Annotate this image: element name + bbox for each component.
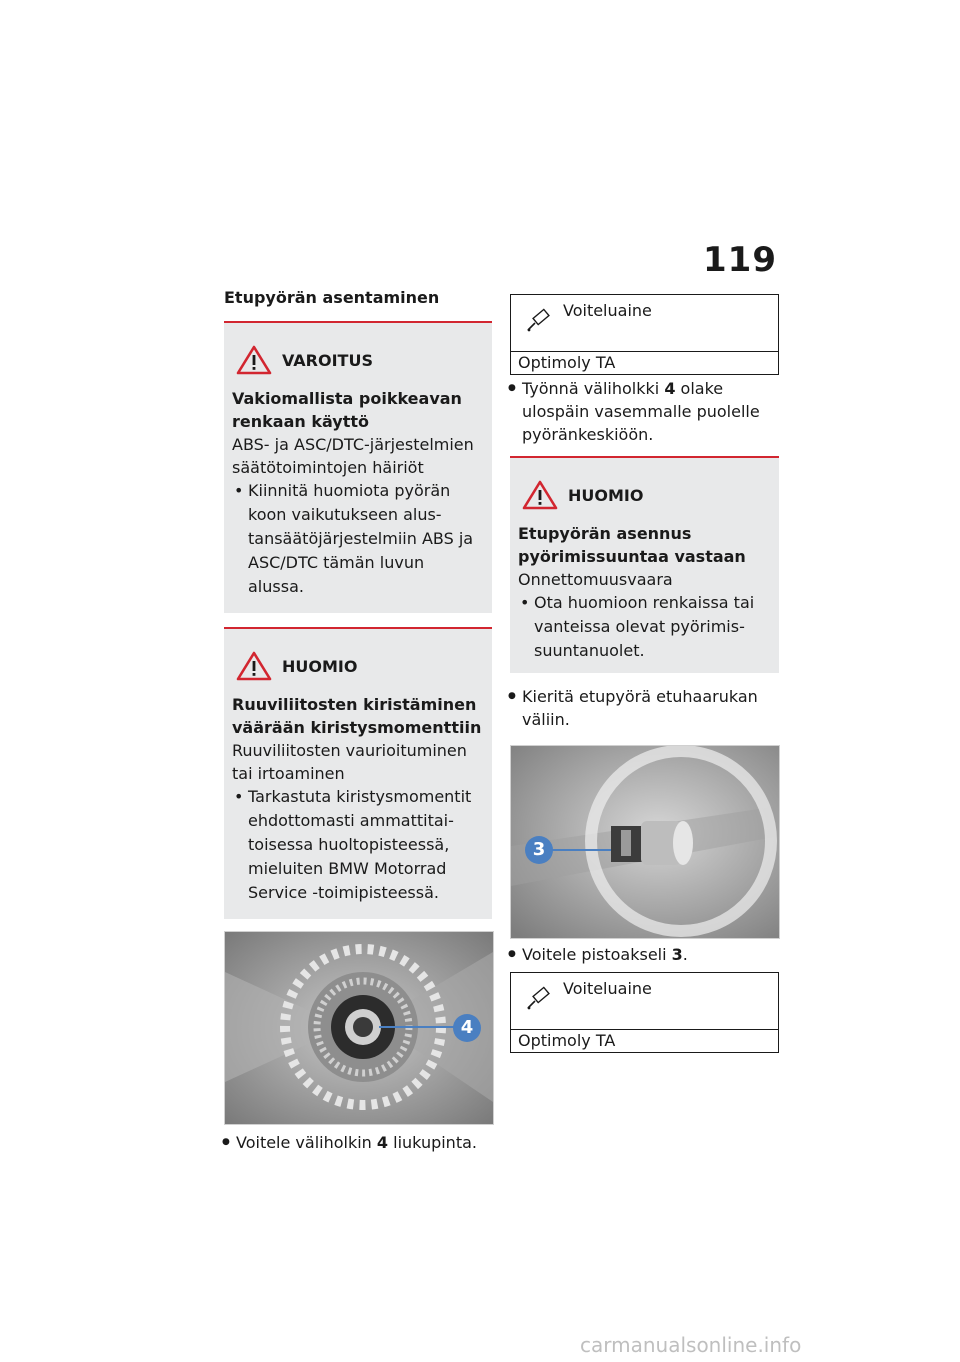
warning-title: Vakiomallista poikkeavan renkaan käyttö bbox=[232, 389, 462, 431]
notice-box bbox=[224, 627, 492, 919]
step-lubricate-sleeve: ● Voitele väliholkin 4 liukupinta. bbox=[224, 1131, 492, 1154]
notice-text: Ruuviliitosten vaurioituminen tai irtoaminen bbox=[232, 741, 467, 783]
warning-box bbox=[224, 321, 492, 613]
step-push-sleeve: ● Työnnä väliholkki 4 olake ulospäin vasemmalle puolelle pyöränkeskiöön. bbox=[510, 377, 779, 446]
left-column bbox=[224, 288, 492, 1154]
page-number: 119 bbox=[703, 240, 777, 280]
notice-label: HUOMIO bbox=[282, 656, 358, 676]
warning-text: ABS- ja ASC/DTC-järjestelmien säätötoimintojen häiriöt bbox=[232, 435, 474, 477]
lubricant-label: Voiteluaine bbox=[563, 301, 652, 320]
lubricant-label-2: Voiteluaine bbox=[563, 979, 652, 998]
notice-bullet-2: • Ota huomioon renkaissa tai vanteissa olevat pyörimissuuntanuolet. bbox=[518, 591, 771, 663]
callout-4: 4 bbox=[453, 1014, 481, 1042]
warning-triangle-icon bbox=[236, 651, 272, 681]
warning-triangle-icon bbox=[236, 345, 272, 375]
warning-triangle-icon bbox=[522, 480, 558, 510]
lubricant-value-2: Optimoly TA bbox=[518, 1031, 616, 1050]
notice-title: Ruuviliitosten kiristäminen väärään kiristysmomenttiin bbox=[232, 695, 482, 737]
grease-tube-icon bbox=[525, 307, 551, 333]
callout-3: 3 bbox=[525, 836, 553, 864]
notice-bullet: • Tarkastuta kiristysmomentit ehdottomasti ammattitaitoisessa huoltopisteessä, mieluiten BMW Motorrad Service -toimipisteessä. bbox=[232, 785, 484, 905]
lubricant-box-2 bbox=[510, 972, 779, 1053]
section-title: Etupyörän asentaminen bbox=[224, 288, 440, 307]
right-column bbox=[510, 294, 779, 1053]
warning-bullet: • Kiinnitä huomiota pyörän koon vaikutukseen alustansäätöjärjestelmiin ABS ja ASC/DTC tämän luvun alussa. bbox=[232, 479, 484, 599]
watermark: carmanualsonline.info bbox=[580, 1333, 802, 1357]
step-roll-wheel: ● Kieritä etupyörä etuhaarukan väliin. bbox=[510, 685, 779, 731]
warning-label: VAROITUS bbox=[282, 350, 373, 370]
grease-tube-icon bbox=[525, 985, 551, 1011]
axle-illustration bbox=[511, 746, 779, 938]
lubricant-box bbox=[510, 294, 779, 375]
axle-photo bbox=[510, 745, 780, 939]
notice-text-2: Onnettomuusvaara bbox=[518, 570, 673, 589]
hub-photo bbox=[224, 931, 494, 1125]
step-lubricate-axle: ● Voitele pistoakseli 3. bbox=[510, 943, 779, 966]
notice-title-2: Etupyörän asennus pyörimissuuntaa vastaan bbox=[518, 524, 746, 566]
lubricant-value: Optimoly TA bbox=[518, 353, 616, 372]
notice-box-2 bbox=[510, 456, 779, 673]
notice-label-2: HUOMIO bbox=[568, 485, 644, 505]
